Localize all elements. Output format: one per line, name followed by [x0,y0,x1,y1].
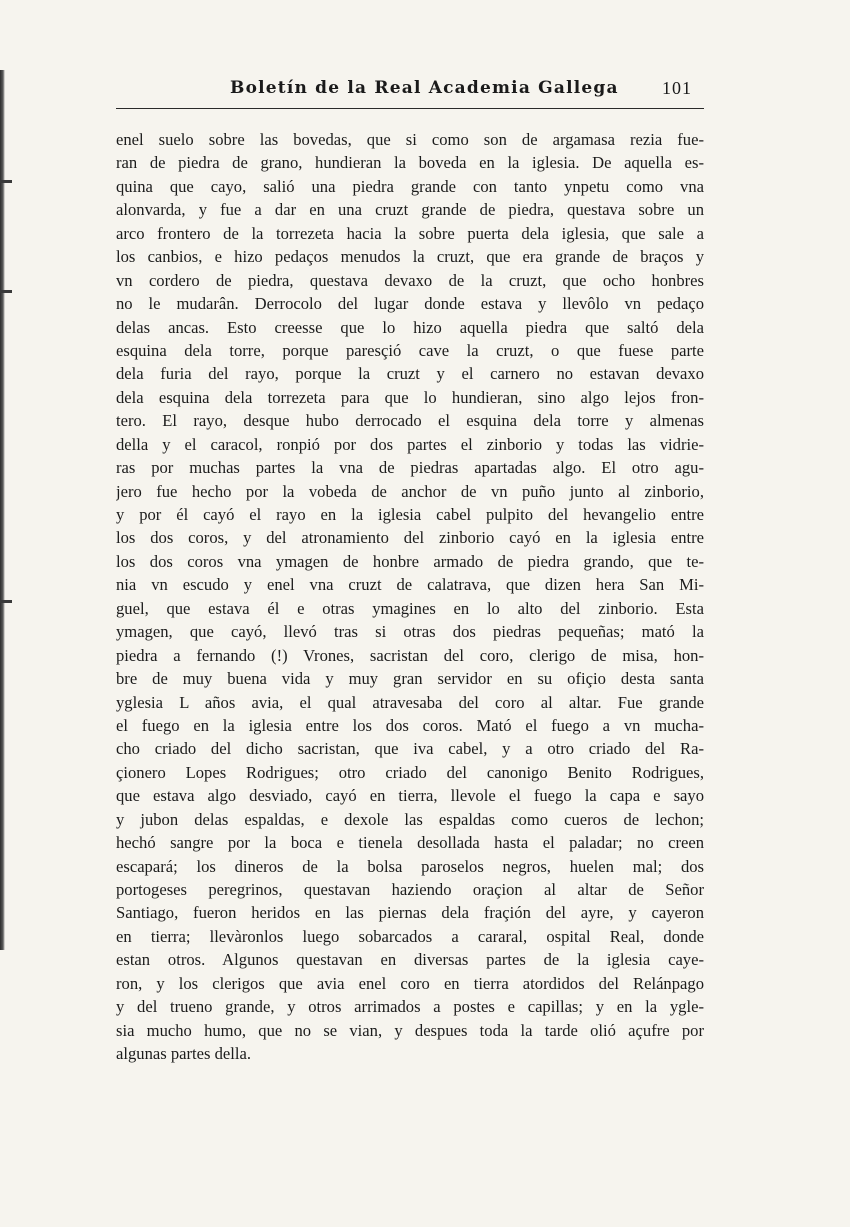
text-line: algunas partes della. [116,1044,252,1064]
text-line: ran de piedra de grano, hundieran la boveda en la iglesia. De aquella es- [116,153,704,173]
text-line: no le mudarân. Derrocolo del lugar donde estava y llevôlo vn pedaço [116,294,704,314]
text-line: tero. El rayo, desque hubo derrocado el esquina dela torre y almenas [116,411,704,431]
text-line: los canbios, e hizo pedaços menudos la cruzt, que era grande de braços y [116,247,704,267]
text-line: los dos coros, y del atronamiento del zinborio cayó en la iglesia entre [116,528,704,548]
text-line: y del trueno grande, y otros arrimados a postes e capillas; y en la ygle- [116,997,704,1017]
text-line: hechó sangre por la boca e tienela desollada hasta el paladar; no creen [116,833,704,853]
text-line: los dos coros vna ymagen de honbre armado de piedra grando, que te- [116,551,704,571]
text-line: portogeses peregrinos, questavan haziendo oraçion al altar de Señor [116,880,704,899]
text-line: vn cordero de piedra, questava devaxo de la cruzt, que ocho honbres [116,270,704,290]
text-line: enel suelo sobre las bovedas, que si como son de argamasa rezia fue- [116,130,704,149]
running-header [116,74,704,109]
body-text [116,128,704,1066]
text-line: guel, que estava él e otras ymagines en lo alto del zinborio. Esta [116,598,704,618]
text-line: escapará; los dineros de la bolsa paroselos negros, huelen mal; dos [116,856,704,876]
text-line: estan otros. Algunos questavan en diversas partes de la iglesia caye- [116,950,704,970]
text-line: dela furia del rayo, porque la cruzt y el carnero no estavan devaxo [116,364,704,384]
text-line: çionero Lopes Rodrigues; otro criado del canonigo Benito Rodrigues, [116,762,704,782]
text-line: quina que cayo, salió una piedra grande con tanto ynpetu como vna [116,176,704,196]
text-line: ron, y los clerigos que avia enel coro en tierra atordidos del Relánpago [116,973,704,993]
text-line: alonvarda, y fue a dar en una cruzt grande de piedra, questava sobre un [116,200,704,220]
journal-title: Boletín de la Real Academia Gallega [230,78,619,98]
text-line: dela esquina dela torrezeta para que lo hundieran, sino algo lejos fron- [116,387,704,407]
text-line: bre de muy buena vida y muy gran servidor en su ofiçio desta santa [116,669,704,689]
text-line: nia vn escudo y enel vna cruzt de calatrava, que dizen hera San Mi- [116,575,704,595]
binding-mark [0,180,12,183]
binding-mark [0,290,12,293]
binding-edge [0,70,5,950]
text-line: piedra a fernando (!) Vrones, sacristan del coro, clerigo de misa, hon- [116,645,704,665]
text-line: sia mucho humo, que no se vian, y despues toda la tarde olió açufre por [116,1020,704,1040]
text-line: el fuego en la iglesia entre los dos coros. Mató el fuego a vn mucha- [116,715,704,735]
text-line: della y el caracol, ronpió por dos partes el zinborio y todas las vidrie- [116,434,704,454]
text-line: jero fue hecho por la vobeda de anchor de vn puño junto al zinborio, [116,481,704,501]
text-line: y por él cayó el rayo en la iglesia cabel pulpito del hevangelio entre [116,505,704,524]
text-line: y jubon delas espaldas, e dexole las espaldas como cueros de lechon; [116,809,704,829]
binding-mark [0,600,12,603]
text-line: arco frontero de la torrezeta hacia la sobre puerta dela iglesia, que sale a [116,223,704,243]
text-line: yglesia L años avia, el qual atravesaba del coro al altar. Fue grande [116,692,704,712]
text-line: Santiago, fueron heridos en las piernas dela fraçión del ayre, y cayeron [116,903,704,923]
text-line: cho criado del dicho sacristan, que iva cabel, y a otro criado del Ra- [116,739,704,759]
text-line: que estava algo desviado, cayó en tierra, llevole el fuego la capa e sayo [116,786,704,806]
text-line: en tierra; llevàronlos luego sobarcados a cararal, ospital Real, donde [116,926,704,946]
page-number: 101 [662,78,692,98]
text-line: esquina dela torre, porque paresçió cave la cruzt, o que fuese parte [116,340,704,360]
text-line: delas ancas. Esto creesse que lo hizo aquella piedra que saltó dela [116,317,704,337]
text-line: ymagen, que cayó, llevó tras si otras dos piedras pequeñas; mató la [116,622,704,642]
text-line: ras por muchas partes la vna de piedras apartadas algo. El otro agu- [116,458,704,478]
